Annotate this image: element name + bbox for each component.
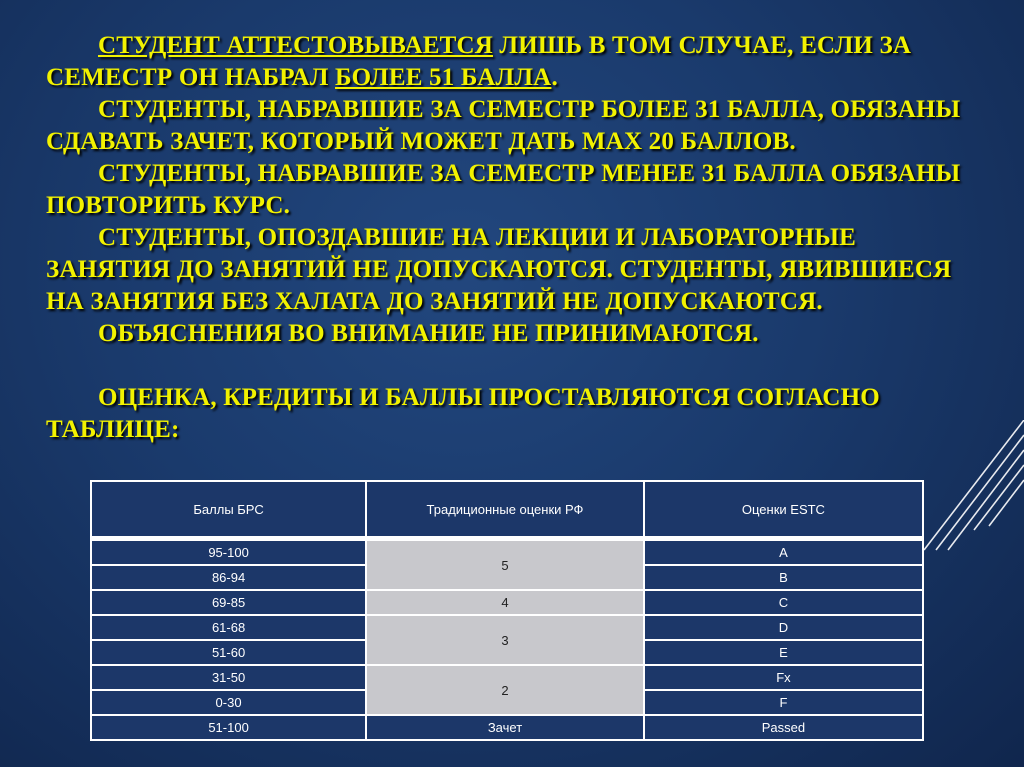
- rule-credit-exam: [46, 94, 986, 158]
- corner-decoration: [914, 420, 1024, 610]
- traditional-grade-cell: 5: [366, 539, 644, 591]
- traditional-grade-cell: Зачет: [366, 715, 644, 740]
- header-traditional-grade: Традиционные оценки РФ: [366, 481, 644, 539]
- ects-cell: Passed: [644, 715, 923, 740]
- score-cell: 61-68: [91, 615, 366, 640]
- ects-cell: E: [644, 640, 923, 665]
- table-header-row: [91, 481, 923, 539]
- header-ects-grade: Оценки ESTC: [644, 481, 923, 539]
- rule-attestation-mid: ЛИШЬ В ТОМ СЛУЧАЕ, ЕСЛИ ЗА СЕМЕСТР ОН НАБРАЛ: [46, 32, 912, 91]
- rule-explanations: [46, 318, 986, 350]
- rule-repeat-course-text: СТУДЕНТЫ, НАБРАВШИЕ ЗА СЕМЕСТР МЕНЕЕ 31 БАЛЛА ОБЯЗАНЫ ПОВТОРИТЬ КУРС.: [46, 160, 961, 219]
- score-cell: 51-100: [91, 715, 366, 740]
- table-row: [91, 715, 923, 740]
- ects-cell: F: [644, 690, 923, 715]
- rule-explanations-text: ОБЪЯСНЕНИЯ ВО ВНИМАНИЕ НЕ ПРИНИМАЮТСЯ.: [98, 320, 759, 347]
- traditional-grade-cell: 2: [366, 665, 644, 715]
- table-row: [91, 665, 923, 690]
- score-cell: 0-30: [91, 690, 366, 715]
- traditional-grade-cell: 4: [366, 590, 644, 615]
- ects-cell: C: [644, 590, 923, 615]
- rules-text: [46, 30, 986, 446]
- ects-cell: Fx: [644, 665, 923, 690]
- score-cell: 86-94: [91, 565, 366, 590]
- rule-grading-text: ОЦЕНКА, КРЕДИТЫ И БАЛЛЫ ПРОСТАВЛЯЮТСЯ СОГЛАСНО ТАБЛИЦЕ:: [46, 384, 880, 443]
- rule-attestation-underlined: СТУДЕНТ АТТЕСТОВЫВАЕТСЯ: [98, 32, 493, 59]
- ects-cell: D: [644, 615, 923, 640]
- rule-attestation-end: .: [551, 64, 558, 91]
- table-row: [91, 590, 923, 615]
- rule-repeat-course: [46, 158, 986, 222]
- score-cell: 51-60: [91, 640, 366, 665]
- score-cell: 31-50: [91, 665, 366, 690]
- score-cell: 95-100: [91, 539, 366, 566]
- rule-grading: [46, 382, 986, 446]
- rule-attestation: [46, 30, 986, 94]
- ects-cell: A: [644, 539, 923, 566]
- table-row: [91, 615, 923, 640]
- rule-lateness: [46, 222, 986, 318]
- score-cell: 69-85: [91, 590, 366, 615]
- ects-cell: B: [644, 565, 923, 590]
- traditional-grade-cell: 3: [366, 615, 644, 665]
- grading-table: [90, 480, 924, 741]
- table-row: [91, 539, 923, 566]
- rule-credit-exam-text: СТУДЕНТЫ, НАБРАВШИЕ ЗА СЕМЕСТР БОЛЕЕ 31 БАЛЛА, ОБЯЗАНЫ СДАВАТЬ ЗАЧЕТ, КОТОРЫЙ МОЖЕТ ДАТЬ MAX 20 БАЛЛОВ.: [46, 96, 961, 155]
- rule-lateness-text: СТУДЕНТЫ, ОПОЗДАВШИЕ НА ЛЕКЦИИ И ЛАБОРАТОРНЫЕ ЗАНЯТИЯ ДО ЗАНЯТИЙ НЕ ДОПУСКАЮТСЯ. СТУДЕНТЫ, ЯВИВШИЕСЯ НА ЗАНЯТИЯ БЕЗ ХАЛАТА ДО ЗАНЯТИЙ НЕ ДОПУСКАЮТСЯ.: [46, 224, 952, 315]
- rule-attestation-threshold: БОЛЕЕ 51 БАЛЛА: [335, 64, 552, 91]
- header-brs-score: Баллы БРС: [91, 481, 366, 539]
